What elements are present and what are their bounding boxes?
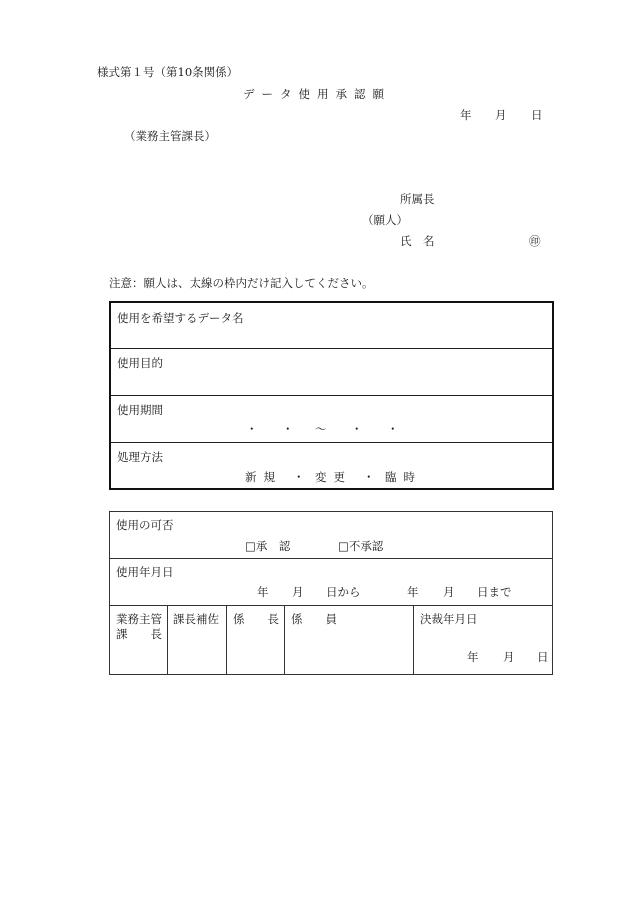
sign-cell-deputy[interactable] [168, 606, 227, 674]
data-name-label: 使用を希望するデータ名 [117, 311, 244, 325]
from-year: 年 [257, 585, 269, 599]
form-title: データ使用承認願 [243, 87, 391, 101]
period-dot: ・ [282, 422, 294, 436]
method-separator: ・ [293, 470, 305, 484]
purpose-label: 使用目的 [117, 356, 163, 370]
approve-checkbox[interactable]: □承 認 [245, 539, 291, 553]
sign-cell-decision-date[interactable] [414, 606, 552, 674]
row-purpose[interactable] [111, 349, 552, 396]
method-separator: ・ [363, 470, 375, 484]
row-period[interactable] [111, 396, 552, 443]
chief-header: 係 長 [233, 612, 279, 626]
staff-header: 係 員 [291, 612, 337, 626]
notice-text: 注意：願人は、太線の枠内だけ記入してください。 [109, 276, 374, 290]
method-option-temporary[interactable]: 臨時 [385, 470, 422, 484]
name-label: 氏 名 [400, 234, 435, 248]
decision-day: 日 [537, 650, 549, 664]
period-dot: ・ [246, 422, 258, 436]
to-year: 年 [407, 585, 419, 599]
row-signatures [110, 606, 552, 674]
approval-label: 使用の可否 [116, 518, 174, 532]
period-tilde: 〜 [315, 422, 327, 436]
approval-table [109, 511, 553, 675]
period-label: 使用期間 [117, 403, 163, 417]
seal-mark: ㊞ [529, 234, 541, 248]
form-number: 様式第１号（第10条関係） [97, 65, 239, 79]
period-dot: ・ [387, 422, 399, 436]
addressee: （業務主管課長） [124, 129, 216, 143]
decision-month: 月 [503, 650, 515, 664]
use-date-label: 使用年月日 [116, 565, 174, 579]
reject-checkbox[interactable]: □不承認 [338, 539, 384, 553]
sign-cell-director[interactable] [110, 606, 168, 674]
applicant-table [109, 301, 554, 490]
row-method[interactable] [111, 443, 552, 488]
deputy-header: 課長補佐 [173, 612, 219, 626]
period-dot: ・ [351, 422, 363, 436]
sign-cell-chief[interactable] [227, 606, 285, 674]
method-option-change[interactable]: 変更 [315, 470, 352, 484]
decision-year: 年 [467, 650, 479, 664]
row-data-name[interactable] [111, 303, 552, 349]
decision-date-header: 決裁年月日 [420, 612, 478, 626]
date-day-label: 日 [531, 108, 543, 122]
director-header-line2: 課 長 [116, 627, 162, 641]
to-day: 日まで [477, 585, 512, 599]
to-month: 月 [443, 585, 455, 599]
applicant-role: （願人） [362, 213, 408, 227]
row-approval [110, 512, 552, 559]
from-day: 日から [326, 585, 361, 599]
affiliation-head-label: 所属長 [400, 192, 435, 206]
date-year-label: 年 [460, 108, 472, 122]
sign-cell-staff[interactable] [285, 606, 414, 674]
director-header-line1: 業務主管 [116, 612, 162, 626]
date-month-label: 月 [495, 108, 507, 122]
method-label: 処理方法 [117, 450, 163, 464]
row-use-date [110, 559, 552, 606]
from-month: 月 [292, 585, 304, 599]
method-option-new[interactable]: 新規 [245, 470, 282, 484]
